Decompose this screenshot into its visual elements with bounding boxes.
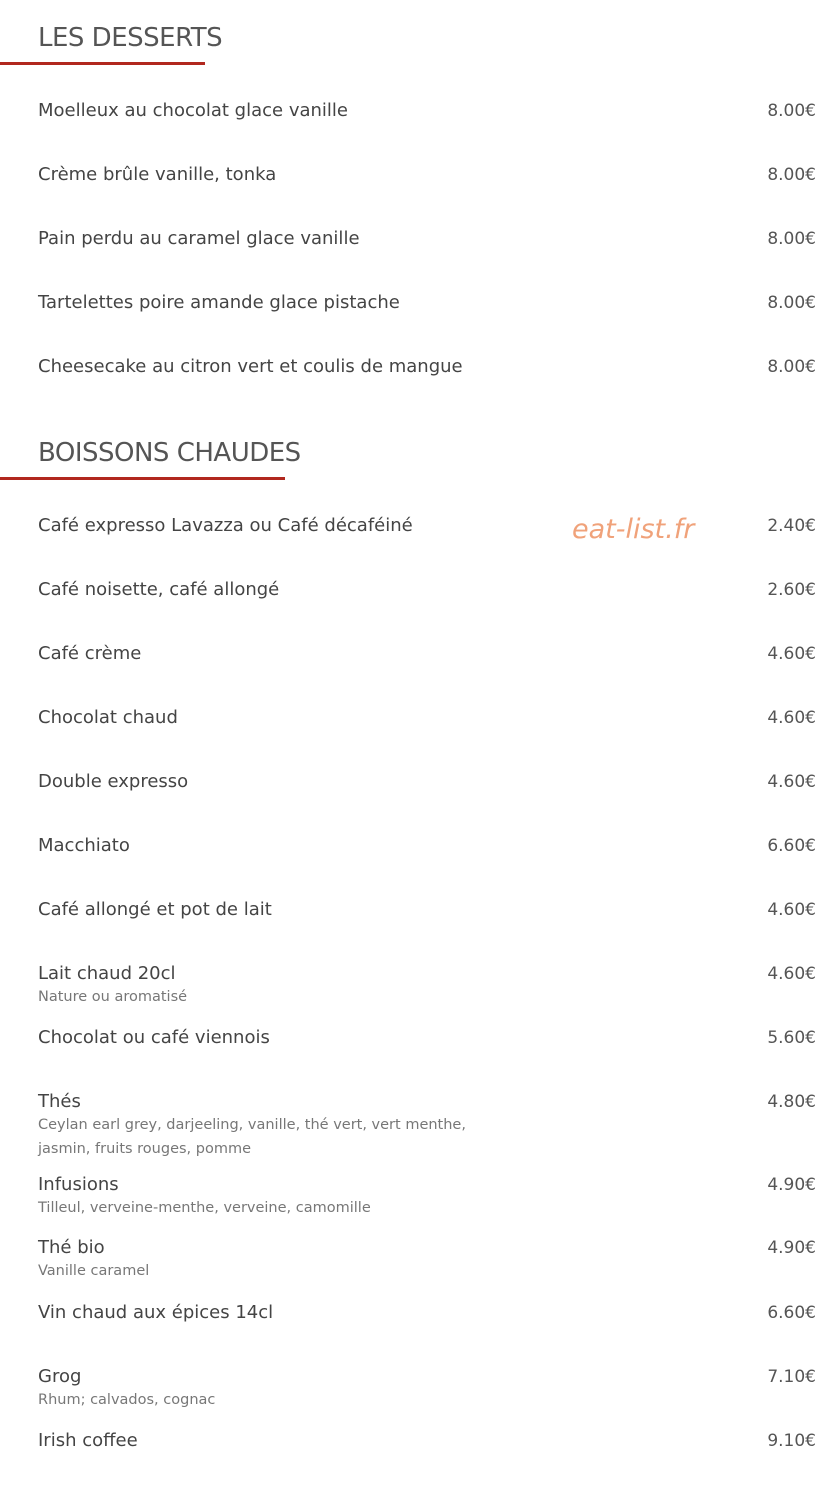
menu-item [38,1302,818,1324]
item-price: 8.00€ [767,165,816,185]
item-name: Macchiato [38,835,130,856]
item-name: Grog [38,1366,82,1387]
item-description: Ceylan earl grey, darjeeling, vanille, thé vert, vert menthe, jasmin, fruits rouges, pomme [38,1117,466,1157]
menu-item [38,1091,818,1161]
item-description: Rhum; calvados, cognac [38,1392,216,1408]
item-price: 4.60€ [767,772,816,792]
item-name: Vin chaud aux épices 14cl [38,1302,274,1323]
item-price: 8.00€ [767,101,816,121]
item-description: Vanille caramel [38,1263,150,1279]
item-name: Thé bio [38,1237,105,1258]
menu-item [38,356,818,378]
menu-item [38,515,818,537]
menu-item [38,1430,818,1452]
item-description: Tilleul, verveine-menthe, verveine, camomille [38,1200,371,1216]
item-name: Chocolat ou café viennois [38,1027,270,1048]
item-name: Lait chaud 20cl [38,963,176,984]
menu-item [38,228,818,250]
item-price: 2.60€ [767,580,816,600]
item-price: 4.60€ [767,708,816,728]
menu-item [38,1366,818,1412]
item-price: 7.10€ [767,1367,816,1387]
menu-item [38,1174,818,1220]
menu-item [38,100,818,122]
menu-item [38,292,818,314]
item-name: Infusions [38,1174,119,1195]
item-name: Thés [38,1091,81,1112]
item-name: Café allongé et pot de lait [38,899,272,920]
item-name: Café noisette, café allongé [38,579,280,600]
item-name: Irish coffee [38,1430,138,1451]
item-price: 4.80€ [767,1092,816,1112]
item-price: 6.60€ [767,836,816,856]
menu-item [38,1237,818,1283]
item-price: 4.60€ [767,900,816,920]
item-price: 8.00€ [767,293,816,313]
item-name: Café crème [38,643,142,664]
item-price: 4.90€ [767,1175,816,1195]
item-name: Cheesecake au citron vert et coulis de mangue [38,356,463,377]
item-price: 9.10€ [767,1431,816,1451]
menu-item [38,1027,818,1049]
item-price: 2.40€ [767,516,816,536]
item-price: 4.60€ [767,964,816,984]
item-price: 4.60€ [767,644,816,664]
item-name: Café expresso Lavazza ou Café décaféiné [38,515,413,536]
item-name: Tartelettes poire amande glace pistache [38,292,400,313]
menu-item [38,643,818,665]
watermark-text: eat-list.fr [572,514,695,545]
menu-item [38,579,818,601]
item-price: 6.60€ [767,1303,816,1323]
section-underline [0,477,285,480]
section-title-desserts: LES DESSERTS [38,23,223,53]
item-price: 8.00€ [767,229,816,249]
menu-item [38,164,818,186]
item-description: Nature ou aromatisé [38,989,188,1005]
item-price: 5.60€ [767,1028,816,1048]
menu-item [38,899,818,921]
section-title-boissons-chaudes: BOISSONS CHAUDES [38,438,301,468]
item-name: Crème brûle vanille, tonka [38,164,277,185]
item-name: Chocolat chaud [38,707,178,728]
item-name: Moelleux au chocolat glace vanille [38,100,348,121]
item-price: 8.00€ [767,357,816,377]
item-name: Double expresso [38,771,189,792]
menu-item [38,963,818,1009]
menu-item [38,835,818,857]
menu-item [38,771,818,793]
item-name: Pain perdu au caramel glace vanille [38,228,360,249]
menu-item [38,707,818,729]
section-underline [0,62,205,65]
item-price: 4.90€ [767,1238,816,1258]
